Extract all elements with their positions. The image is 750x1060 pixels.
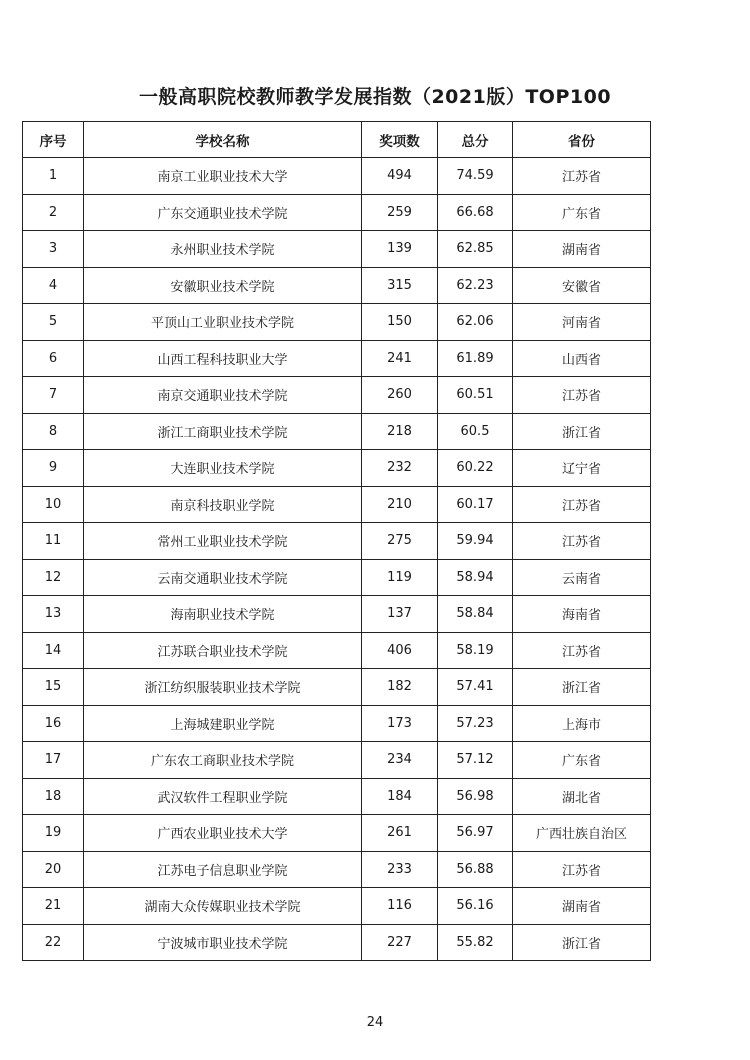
cell-total-score: 58.94 bbox=[438, 559, 513, 596]
cell-awards: 184 bbox=[362, 778, 438, 815]
table-row bbox=[23, 267, 651, 304]
cell-total-score: 74.59 bbox=[438, 158, 513, 195]
cell-school-name: 平顶山工业职业技术学院 bbox=[84, 304, 362, 341]
cell-rank: 4 bbox=[23, 267, 84, 304]
cell-total-score: 58.84 bbox=[438, 596, 513, 633]
page-title: 一般高职院校教师教学发展指数（2021版）TOP100 bbox=[138, 86, 612, 108]
cell-awards: 494 bbox=[362, 158, 438, 195]
table-row bbox=[23, 377, 651, 414]
cell-awards: 116 bbox=[362, 888, 438, 925]
cell-awards: 241 bbox=[362, 340, 438, 377]
cell-province: 河南省 bbox=[513, 304, 651, 341]
cell-school-name: 武汉软件工程职业学院 bbox=[84, 778, 362, 815]
cell-awards: 227 bbox=[362, 924, 438, 961]
cell-total-score: 57.23 bbox=[438, 705, 513, 742]
cell-awards: 139 bbox=[362, 231, 438, 268]
table-row bbox=[23, 815, 651, 852]
cell-school-name: 浙江纺织服装职业技术学院 bbox=[84, 669, 362, 706]
cell-total-score: 59.94 bbox=[438, 523, 513, 560]
cell-province: 湖南省 bbox=[513, 231, 651, 268]
cell-province: 安徽省 bbox=[513, 267, 651, 304]
cell-awards: 259 bbox=[362, 194, 438, 231]
cell-total-score: 60.17 bbox=[438, 486, 513, 523]
cell-rank: 10 bbox=[23, 486, 84, 523]
cell-rank: 7 bbox=[23, 377, 84, 414]
cell-province: 广西壮族自治区 bbox=[513, 815, 651, 852]
cell-rank: 2 bbox=[23, 194, 84, 231]
cell-rank: 16 bbox=[23, 705, 84, 742]
cell-awards: 261 bbox=[362, 815, 438, 852]
table-row bbox=[23, 888, 651, 925]
cell-province: 海南省 bbox=[513, 596, 651, 633]
cell-school-name: 南京科技职业学院 bbox=[84, 486, 362, 523]
cell-rank: 12 bbox=[23, 559, 84, 596]
cell-province: 湖北省 bbox=[513, 778, 651, 815]
cell-school-name: 浙江工商职业技术学院 bbox=[84, 413, 362, 450]
cell-school-name: 广东农工商职业技术学院 bbox=[84, 742, 362, 779]
cell-province: 湖南省 bbox=[513, 888, 651, 925]
cell-school-name: 湖南大众传媒职业技术学院 bbox=[84, 888, 362, 925]
table-row bbox=[23, 669, 651, 706]
cell-awards: 119 bbox=[362, 559, 438, 596]
cell-school-name: 南京工业职业技术大学 bbox=[84, 158, 362, 195]
cell-rank: 21 bbox=[23, 888, 84, 925]
cell-rank: 1 bbox=[23, 158, 84, 195]
cell-province: 山西省 bbox=[513, 340, 651, 377]
cell-rank: 20 bbox=[23, 851, 84, 888]
cell-awards: 210 bbox=[362, 486, 438, 523]
header-total-score: 总分 bbox=[438, 122, 513, 158]
cell-awards: 233 bbox=[362, 851, 438, 888]
cell-school-name: 安徽职业技术学院 bbox=[84, 267, 362, 304]
cell-total-score: 56.97 bbox=[438, 815, 513, 852]
cell-rank: 22 bbox=[23, 924, 84, 961]
table-row bbox=[23, 158, 651, 195]
cell-awards: 234 bbox=[362, 742, 438, 779]
table-row bbox=[23, 304, 651, 341]
cell-school-name: 山西工程科技职业大学 bbox=[84, 340, 362, 377]
cell-school-name: 海南职业技术学院 bbox=[84, 596, 362, 633]
cell-total-score: 55.82 bbox=[438, 924, 513, 961]
cell-total-score: 62.23 bbox=[438, 267, 513, 304]
ranking-table bbox=[22, 121, 651, 961]
table-row bbox=[23, 523, 651, 560]
cell-rank: 3 bbox=[23, 231, 84, 268]
cell-province: 江苏省 bbox=[513, 486, 651, 523]
table-row bbox=[23, 924, 651, 961]
table-row bbox=[23, 742, 651, 779]
cell-awards: 260 bbox=[362, 377, 438, 414]
cell-province: 浙江省 bbox=[513, 924, 651, 961]
cell-province: 云南省 bbox=[513, 559, 651, 596]
cell-school-name: 上海城建职业学院 bbox=[84, 705, 362, 742]
table-row bbox=[23, 450, 651, 487]
cell-school-name: 云南交通职业技术学院 bbox=[84, 559, 362, 596]
cell-total-score: 56.98 bbox=[438, 778, 513, 815]
cell-school-name: 永州职业技术学院 bbox=[84, 231, 362, 268]
cell-awards: 150 bbox=[362, 304, 438, 341]
table-row bbox=[23, 596, 651, 633]
cell-awards: 218 bbox=[362, 413, 438, 450]
table-row bbox=[23, 194, 651, 231]
cell-rank: 14 bbox=[23, 632, 84, 669]
header-province: 省份 bbox=[513, 122, 651, 158]
cell-rank: 19 bbox=[23, 815, 84, 852]
table-body bbox=[23, 158, 651, 961]
cell-province: 江苏省 bbox=[513, 632, 651, 669]
cell-awards: 182 bbox=[362, 669, 438, 706]
cell-rank: 11 bbox=[23, 523, 84, 560]
cell-total-score: 57.12 bbox=[438, 742, 513, 779]
cell-school-name: 广东交通职业技术学院 bbox=[84, 194, 362, 231]
cell-awards: 232 bbox=[362, 450, 438, 487]
cell-province: 江苏省 bbox=[513, 523, 651, 560]
cell-province: 广东省 bbox=[513, 742, 651, 779]
cell-total-score: 61.89 bbox=[438, 340, 513, 377]
cell-total-score: 62.06 bbox=[438, 304, 513, 341]
cell-awards: 315 bbox=[362, 267, 438, 304]
cell-rank: 15 bbox=[23, 669, 84, 706]
table-row bbox=[23, 559, 651, 596]
table-row bbox=[23, 851, 651, 888]
table-row bbox=[23, 231, 651, 268]
page-number: 24 bbox=[366, 1015, 384, 1030]
cell-total-score: 60.22 bbox=[438, 450, 513, 487]
cell-province: 广东省 bbox=[513, 194, 651, 231]
cell-rank: 6 bbox=[23, 340, 84, 377]
header-rank: 序号 bbox=[23, 122, 84, 158]
table-row bbox=[23, 778, 651, 815]
cell-awards: 275 bbox=[362, 523, 438, 560]
cell-province: 上海市 bbox=[513, 705, 651, 742]
cell-rank: 18 bbox=[23, 778, 84, 815]
cell-school-name: 江苏电子信息职业学院 bbox=[84, 851, 362, 888]
table-row bbox=[23, 705, 651, 742]
table-row bbox=[23, 486, 651, 523]
cell-school-name: 南京交通职业技术学院 bbox=[84, 377, 362, 414]
cell-total-score: 56.16 bbox=[438, 888, 513, 925]
cell-total-score: 62.85 bbox=[438, 231, 513, 268]
header-school-name: 学校名称 bbox=[84, 122, 362, 158]
cell-total-score: 57.41 bbox=[438, 669, 513, 706]
cell-rank: 13 bbox=[23, 596, 84, 633]
cell-school-name: 广西农业职业技术大学 bbox=[84, 815, 362, 852]
cell-total-score: 60.51 bbox=[438, 377, 513, 414]
cell-rank: 9 bbox=[23, 450, 84, 487]
cell-awards: 406 bbox=[362, 632, 438, 669]
cell-school-name: 常州工业职业技术学院 bbox=[84, 523, 362, 560]
table-row bbox=[23, 340, 651, 377]
cell-school-name: 大连职业技术学院 bbox=[84, 450, 362, 487]
cell-province: 辽宁省 bbox=[513, 450, 651, 487]
cell-total-score: 60.5 bbox=[438, 413, 513, 450]
cell-awards: 137 bbox=[362, 596, 438, 633]
cell-total-score: 56.88 bbox=[438, 851, 513, 888]
cell-school-name: 江苏联合职业技术学院 bbox=[84, 632, 362, 669]
cell-rank: 5 bbox=[23, 304, 84, 341]
header-awards: 奖项数 bbox=[362, 122, 438, 158]
cell-rank: 8 bbox=[23, 413, 84, 450]
cell-rank: 17 bbox=[23, 742, 84, 779]
cell-province: 浙江省 bbox=[513, 669, 651, 706]
table-header-row bbox=[23, 122, 651, 158]
cell-school-name: 宁波城市职业技术学院 bbox=[84, 924, 362, 961]
cell-province: 江苏省 bbox=[513, 851, 651, 888]
table-row bbox=[23, 632, 651, 669]
cell-total-score: 66.68 bbox=[438, 194, 513, 231]
cell-awards: 173 bbox=[362, 705, 438, 742]
cell-total-score: 58.19 bbox=[438, 632, 513, 669]
table-row bbox=[23, 413, 651, 450]
cell-province: 江苏省 bbox=[513, 377, 651, 414]
cell-province: 江苏省 bbox=[513, 158, 651, 195]
cell-province: 浙江省 bbox=[513, 413, 651, 450]
